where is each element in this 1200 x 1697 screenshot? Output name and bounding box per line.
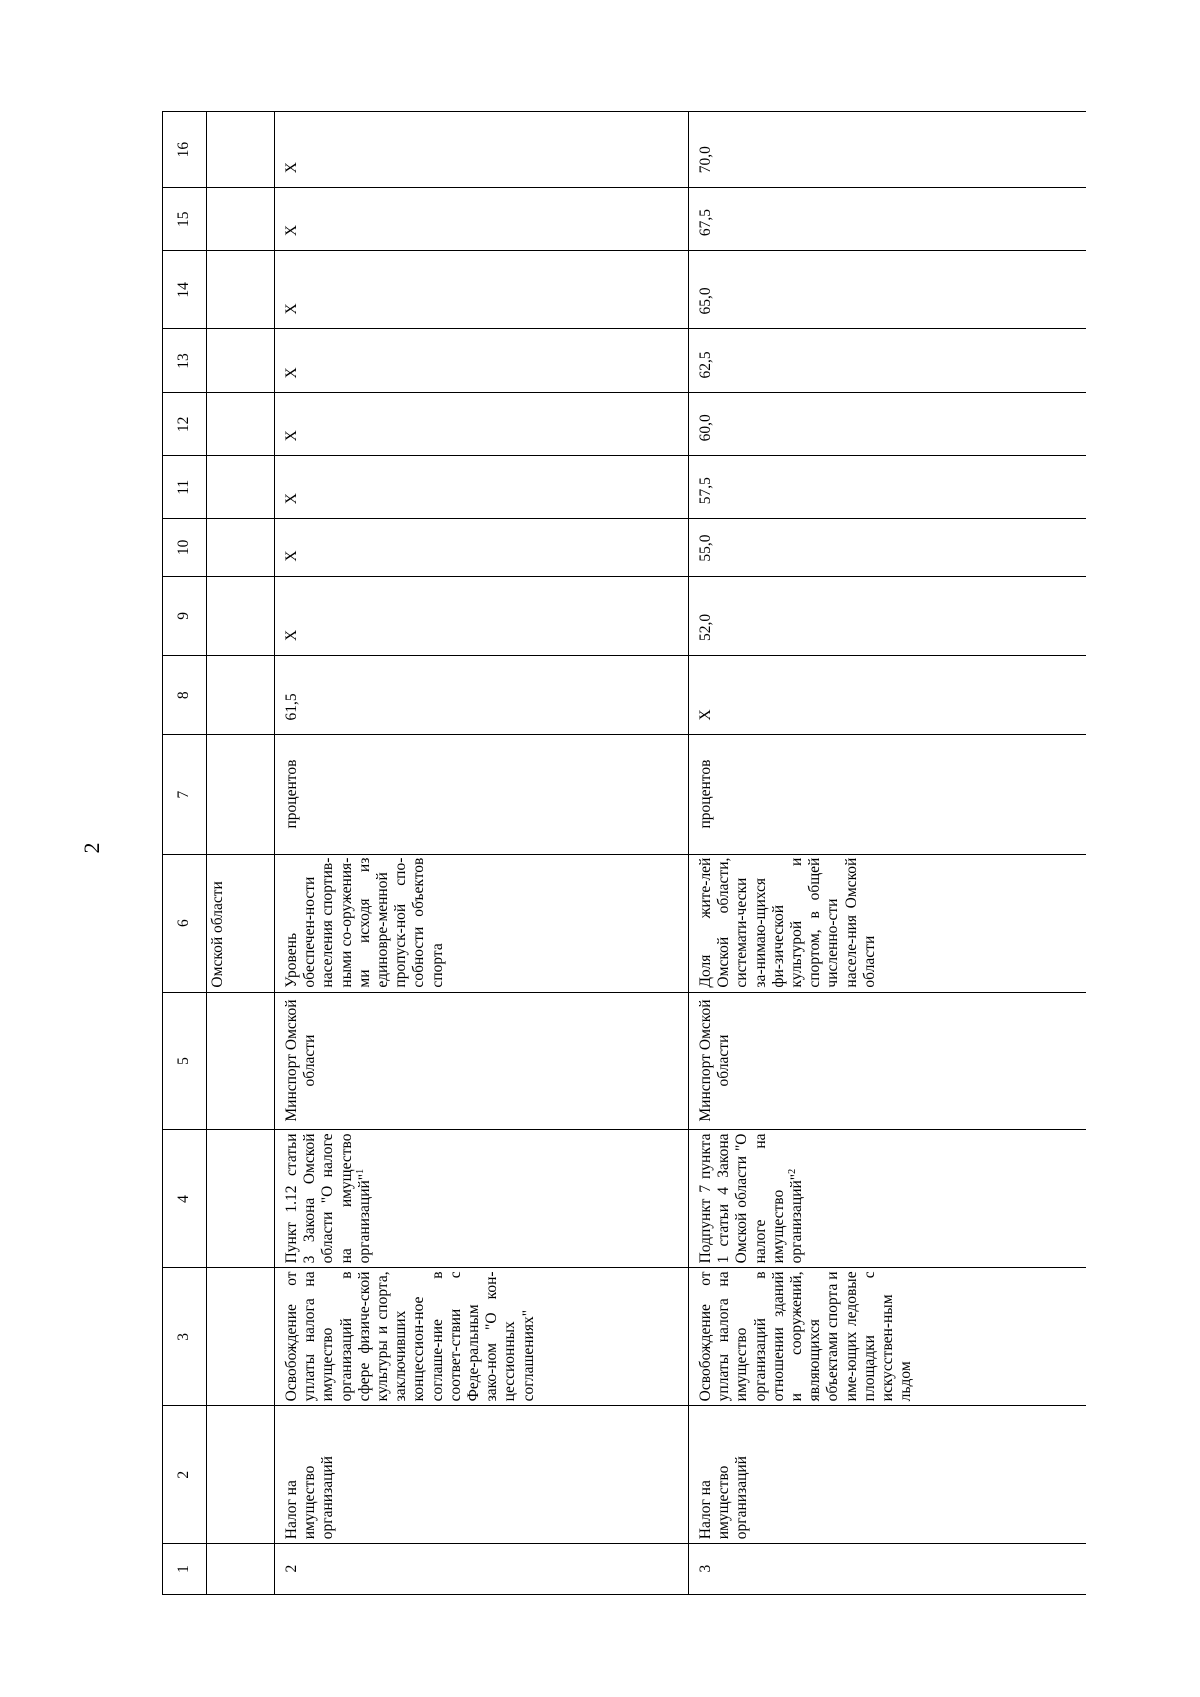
table-row bbox=[275, 112, 689, 1595]
table-cell bbox=[207, 1130, 275, 1268]
tax-name-cell: Налог на имущество организаций bbox=[275, 1406, 689, 1544]
column-header: 16 bbox=[163, 112, 207, 188]
tax-name-cell: Налог на имущество организаций bbox=[689, 1406, 1087, 1544]
value-cell: 67,5 bbox=[689, 188, 1087, 251]
table-cell bbox=[207, 1268, 275, 1406]
table-row bbox=[689, 112, 1087, 1595]
table-cell bbox=[207, 1544, 275, 1595]
value-cell: 65,0 bbox=[689, 251, 1087, 329]
value-cell: 61,5 bbox=[275, 656, 689, 735]
table-cell bbox=[207, 393, 275, 456]
column-header: 12 bbox=[163, 393, 207, 456]
table-cell bbox=[207, 576, 275, 655]
value-cell: 70,0 bbox=[689, 112, 1087, 188]
row-number-cell: 2 bbox=[275, 1544, 689, 1595]
column-number-row bbox=[163, 112, 207, 1595]
column-header: 2 bbox=[163, 1406, 207, 1544]
column-header: 7 bbox=[163, 735, 207, 854]
table-cell bbox=[207, 992, 275, 1130]
value-cell: X bbox=[275, 188, 689, 251]
table-cell bbox=[207, 112, 275, 188]
legal-basis-cell bbox=[689, 1130, 1087, 1268]
value-cell: X bbox=[689, 656, 1087, 735]
indicators-table-frame bbox=[162, 111, 1086, 1595]
table-cell bbox=[207, 251, 275, 329]
continued-indicator-cell: Омской области bbox=[207, 854, 275, 992]
table-cell bbox=[207, 188, 275, 251]
value-cell: 52,0 bbox=[689, 576, 1087, 655]
footnote-marker: 1 bbox=[354, 1168, 366, 1174]
table-cell bbox=[207, 656, 275, 735]
value-cell: 62,5 bbox=[689, 329, 1087, 393]
column-header: 8 bbox=[163, 656, 207, 735]
column-header: 9 bbox=[163, 576, 207, 655]
unit-cell: процентов bbox=[689, 735, 1087, 854]
footnote-marker: 2 bbox=[786, 1168, 798, 1174]
column-header: 10 bbox=[163, 519, 207, 576]
benefit-cell: Освобождение от уплаты налога на имущество организаций в отношении зданий и сооружений, являющихся объектами спорта и име-ющих ледовые площадки с искусствен-ным льдом bbox=[689, 1268, 1087, 1406]
row-number-cell: 3 bbox=[689, 1544, 1087, 1595]
column-header: 3 bbox=[163, 1268, 207, 1406]
value-cell: X bbox=[275, 329, 689, 393]
legal-basis-text: Подпункт 7 пункта 1 статьи 4 Закона Омской области "О налоге на имущество организаций" bbox=[697, 1133, 806, 1264]
value-cell: X bbox=[275, 456, 689, 519]
value-cell: X bbox=[275, 251, 689, 329]
value-cell: X bbox=[275, 519, 689, 576]
value-cell: X bbox=[275, 112, 689, 188]
column-header: 14 bbox=[163, 251, 207, 329]
value-cell: 60,0 bbox=[689, 393, 1087, 456]
column-header: 11 bbox=[163, 456, 207, 519]
curator-cell: Минспорт Омской области bbox=[275, 992, 689, 1130]
value-cell: 57,5 bbox=[689, 456, 1087, 519]
curator-cell: Минспорт Омской области bbox=[689, 992, 1087, 1130]
indicator-cell: Доля жите-лей Омской области, системати-чески за-нимаю-щихся фи-зической культурой и спортом, в общей численно-сти населе-ния Омской области bbox=[689, 854, 1087, 992]
unit-cell: процентов bbox=[275, 735, 689, 854]
column-header: 1 bbox=[163, 1544, 207, 1595]
column-header: 4 bbox=[163, 1130, 207, 1268]
legal-basis-text: Пункт 1.12 статьи 3 Закона Омской области "О налоге на имущество организаций" bbox=[283, 1133, 373, 1264]
table-cell bbox=[207, 329, 275, 393]
indicator-cell: Уровень обеспечен-ности населения спортив-ными со-оружения-ми исходя из единовре-менной пропуск-ной спо-собности объектов спорта bbox=[275, 854, 689, 992]
table-cell bbox=[207, 519, 275, 576]
benefit-cell: Освобождение от уплаты налога на имущество организаций в сфере физиче-ской культуры и спорта, заключивших концессион-ное соглаше-ние в соответ-ствии с Феде-ральным зако-ном "О кон-цессионных соглашениях" bbox=[275, 1268, 689, 1406]
table-cell bbox=[207, 735, 275, 854]
value-cell: 55,0 bbox=[689, 519, 1087, 576]
page-number: 2 bbox=[79, 842, 104, 854]
column-header: 6 bbox=[163, 854, 207, 992]
column-header: 13 bbox=[163, 329, 207, 393]
table-cell bbox=[207, 1406, 275, 1544]
column-header: 15 bbox=[163, 188, 207, 251]
continuation-row bbox=[207, 112, 275, 1595]
column-header: 5 bbox=[163, 992, 207, 1130]
legal-basis-cell bbox=[275, 1130, 689, 1268]
tax-benefits-table bbox=[162, 111, 1086, 1595]
table-cell bbox=[207, 456, 275, 519]
value-cell: X bbox=[275, 576, 689, 655]
value-cell: X bbox=[275, 393, 689, 456]
